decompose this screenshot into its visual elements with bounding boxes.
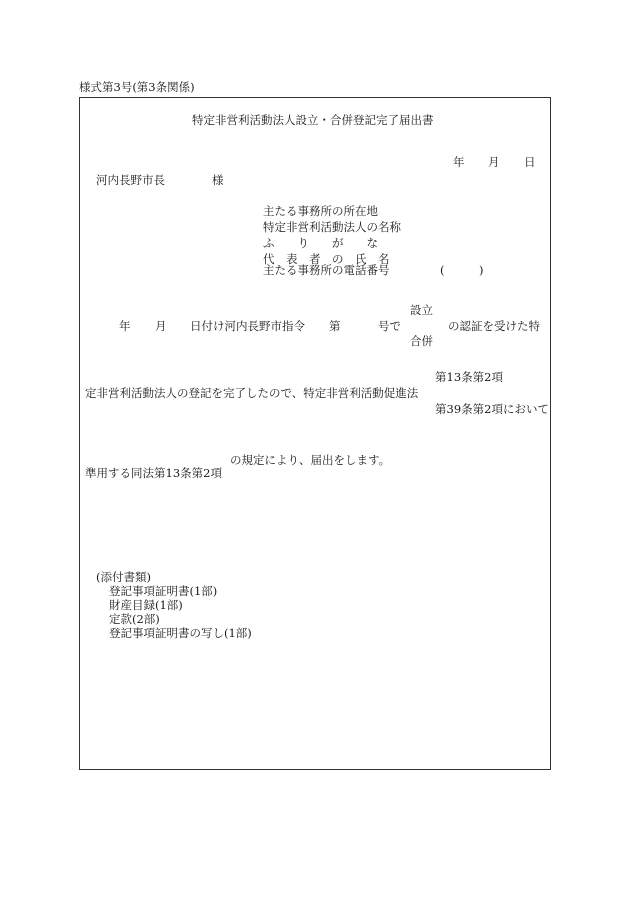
- field-furigana: ふ り が な: [263, 236, 378, 250]
- date-year-label: 年: [453, 155, 465, 169]
- attachment-item: 財産目録(1部): [109, 598, 183, 612]
- p1-text: 日付け河内長野市指令: [190, 319, 305, 333]
- phone-paren: ( ): [440, 263, 484, 277]
- p1-gou: 号で: [378, 319, 401, 333]
- field-phone-number: 主たる事務所の電話番号: [263, 263, 390, 277]
- p1-year: 年: [119, 319, 131, 333]
- opt-setsuritsu: 設立: [410, 303, 433, 317]
- form-title: 特定非営利活動法人設立・合併登記完了届出書: [192, 113, 434, 127]
- form-frame: [79, 97, 551, 770]
- attachment-item: 登記事項証明書の写し(1部): [109, 626, 252, 640]
- p1-month: 月: [155, 319, 167, 333]
- form-number: 様式第3号(第3条関係): [79, 80, 195, 94]
- p1-tail: の認証を受けた特: [448, 319, 540, 333]
- p3-sub: 準用する同法第13条第2項: [85, 466, 222, 480]
- field-corporation-name: 特定非営利活動法人の名称: [263, 220, 401, 234]
- p2-text: 定非営利活動法人の登記を完了したので、特定非営利活動促進法: [85, 386, 419, 400]
- opt-gappei: 合併: [410, 334, 433, 348]
- field-office-address: 主たる事務所の所在地: [263, 204, 378, 218]
- opt-article-39: 第39条第2項において: [435, 402, 549, 416]
- date-day-label: 日: [524, 155, 536, 169]
- attachments-heading: (添付書類): [96, 570, 151, 584]
- date-month-label: 月: [488, 155, 500, 169]
- p3-text: の規定により、届出をします。: [230, 453, 391, 467]
- addressee-honorific: 様: [212, 173, 224, 187]
- field-representative-name: 代 表 者 の 氏 名: [263, 252, 390, 266]
- attachment-item: 定款(2部): [109, 612, 160, 626]
- attachment-item: 登記事項証明書(1部): [109, 584, 218, 598]
- addressee-name: 河内長野市長: [96, 173, 165, 187]
- opt-article-13: 第13条第2項: [435, 370, 503, 384]
- p1-dai: 第: [329, 319, 341, 333]
